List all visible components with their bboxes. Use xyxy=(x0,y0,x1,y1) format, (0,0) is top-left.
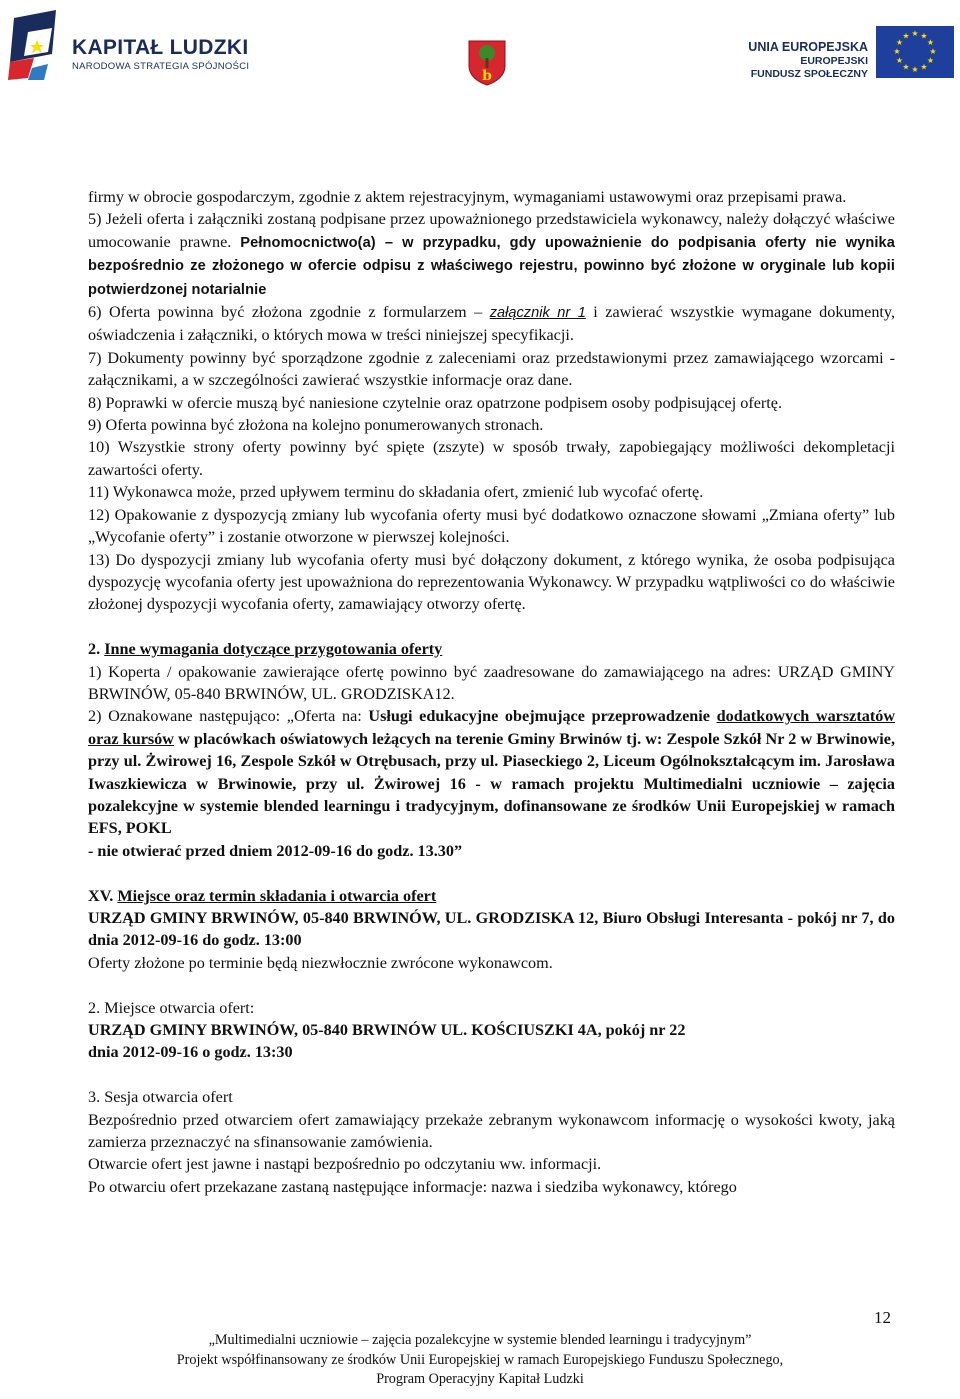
section-2-paragraph-1: 1) Koperta / opakowanie zawierające ofertę powinno być zaadresowane do zamawiającego na adres: URZĄD GMINY BRWINÓW, 05-840 BRWINÓW, UL. GRODZISKA12. xyxy=(88,662,895,703)
section-2-heading xyxy=(88,638,895,660)
paragraph-10: 10) Wszystkie strony oferty powinny być spięte (zszyte) w sposób trwały, zapobiegający możliwości dekompletacji zawartości oferty. xyxy=(88,438,895,479)
logo-left-subtitle: NARODOWA STRATEGIA SPÓJNOŚCI xyxy=(72,61,250,72)
svg-text:★: ★ xyxy=(911,65,919,74)
paragraph-13: 13) Do dyspozycji zmiany lub wycofania oferty musi być dołączony dokument, z którego wynika, że osoba podpisująca dyspozycję wycofania oferty jest upoważniona do reprezentowania Wykonawcy. W przypadku wątpliwości co do właściwie złożonej dyspozycji wycofania oferty, zamawiający otworzy ofertę. xyxy=(88,550,895,614)
svg-text:b: b xyxy=(482,68,492,84)
document-body xyxy=(88,186,895,1198)
section-2-p2-d: - nie otwierać przed dniem 2012-09-16 do godz. 13.30” xyxy=(88,841,463,860)
paragraph-6-a: 6) Oferta powinna być złożona zgodnie z formularzem – xyxy=(88,303,490,322)
svg-text:★: ★ xyxy=(895,38,904,47)
footer-line-3: Program Operacyjny Kapitał Ludzki xyxy=(376,1371,584,1387)
opening-place-date: dnia 2012-09-16 o godz. 13:30 xyxy=(88,1043,293,1062)
svg-text:★: ★ xyxy=(926,56,935,65)
svg-text:★: ★ xyxy=(920,62,928,72)
section-2-paragraph-2 xyxy=(88,705,895,839)
svg-text:★: ★ xyxy=(902,62,910,72)
paragraph-5-text: 5) Jeżeli oferta i załączniki zostaną podpisane przez upoważnionego przedstawiciela wykonawcy, należy dołączyć właściwe umocowanie prawne. xyxy=(88,210,895,251)
paragraph-12: 12) Opakowanie z dyspozycją zmiany lub wycofania oferty musi być dodatkowo oznaczone słowami „Zmiana oferty” lub „Wycofanie oferty” i zostanie otworzone w pierwszej kolejności. xyxy=(88,505,895,547)
section-2-p2-underlined: dodatkowych warsztatów oraz kursów xyxy=(88,707,896,748)
municipal-crest-icon xyxy=(468,40,506,86)
eu-label-line2: EUROPEJSKI xyxy=(800,55,868,67)
section-2-number: 2. xyxy=(88,640,105,659)
section-xv-number: XV. xyxy=(88,886,118,905)
paragraph-11: 11) Wykonawca może, przed upływem terminu do składania ofert, zmienić lub wycofać ofertę. xyxy=(88,483,704,502)
attachment-1-link[interactable]: załącznik nr 1 xyxy=(489,305,586,322)
page-footer xyxy=(0,1331,960,1390)
eu-label xyxy=(748,40,868,81)
paragraph-6 xyxy=(88,301,895,347)
opening-session-p2: Otwarcie ofert jest jawne i nastąpi bezpośrednio po odczytaniu ww. informacji. xyxy=(88,1155,602,1174)
svg-text:★: ★ xyxy=(895,56,904,65)
opening-session-p1: Bezpośrednio przed otwarciem ofert zamawiający przekaże zebranym wykonawcom informację o wysokości kwoty, jaką zamierza przeznaczyć na sfinansowanie zamówienia. xyxy=(88,1110,895,1151)
section-xv-late-offers: Oferty złożone po terminie będą niezwłocznie zwrócone wykonawcom. xyxy=(88,953,553,972)
eu-flag-icon xyxy=(876,26,954,78)
footer-line-1: „Multimedialni uczniowie – zajęcia pozalekcyjne w systemie blended learningu i tradycyjnym” xyxy=(208,1332,752,1348)
logo-left-title: KAPITAŁ LUDZKI xyxy=(72,36,249,59)
paragraph-4-end: firmy w obrocie gospodarczym, zgodnie z aktem rejestracyjnym, wymaganiami ustawowymi oraz przepisami prawa. xyxy=(88,188,847,206)
section-2-p2-c: w placówkach oświatowych leżących na terenie Gminy Brwinów tj. w: Zespole Szkół Nr 2 w Brwinowie, przy ul. Żwirowej 16, Zespole Szkół w Otrębusach, przy ul. Piaseckiego 2, Liceum Ogólnokształcącym im. Jarosława Iwaszkiewicza w Brwinowie, przy ul. Żwirowej 16 - w ramach projektu Multimedialni uczniowie – zajęcia pozalekcyjne w systemie blended learningu i tradycyjnym, dofinansowane ze środków Unii Europejskiej w ramach EFS, POKL xyxy=(88,729,895,838)
paragraph-8: 8) Poprawki w ofercie muszą być naniesione czytelnie oraz opatrzone podpisem osoby podpisującej ofertę. xyxy=(88,393,783,412)
svg-text:★: ★ xyxy=(926,38,935,47)
eu-label-line1: UNIA EUROPEJSKA xyxy=(748,40,868,54)
section-xv-address: URZĄD GMINY BRWINÓW, 05-840 BRWINÓW, UL. GRODZISKA 12, Biuro Obsługi Interesanta - pokój nr 7, do dnia 2012-09-16 do godz. 13:00 xyxy=(88,908,895,950)
page-header xyxy=(0,0,960,95)
svg-text:★: ★ xyxy=(911,29,919,38)
paragraph-6-b: i zawierać wszystkie wymagane dokumenty, oświadczenia i załączniki, o których mowa w treści niniejszej specyfikacji. xyxy=(88,303,895,345)
svg-text:★: ★ xyxy=(893,47,901,56)
paragraph-9: 9) Oferta powinna być złożona na kolejno ponumerowanych stronach. xyxy=(88,416,544,435)
section-2-p2-b: Usługi edukacyjne obejmujące przeprowadzenie xyxy=(368,707,717,726)
opening-place-address: URZĄD GMINY BRWINÓW, 05-840 BRWINÓW UL. KOŚCIUSZKI 4A, pokój nr 22 xyxy=(88,1020,686,1039)
section-xv-title: Miejsce oraz termin składania i otwarcia ofert xyxy=(117,886,437,905)
opening-session-p3: Po otwarciu ofert przekazane zastaną następujące informacje: nazwa i siedziba wykonawcy, którego xyxy=(88,1177,737,1196)
section-2-title: Inne wymagania dotyczące przygotowania oferty xyxy=(104,640,443,659)
eu-label-line3: FUNDUSZ SPOŁECZNY xyxy=(750,68,868,80)
section-2-p2-a: 2) Oznakowane następująco: „Oferta na: xyxy=(88,707,369,726)
paragraph-7: 7) Dokumenty powinny być sporządzone zgodnie z zaleceniami oraz przedstawionymi przez zamawiającego wzorcami - załącznikami, a w szczególności zawierać wszystkie informacje oraz dane. xyxy=(88,348,895,390)
paragraph-5-bold: Pełnomocnictwo(a) – w przypadku, gdy upoważnienie do podpisania oferty nie wynika bezpośrednio ze złożonego w ofercie odpisu z właściwego rejestru, powinno być złożone w oryginale lub kopii potwierdzonej notarialnie xyxy=(88,234,895,298)
footer-line-2: Projekt współfinansowany ze środków Unii Europejskiej w ramach Europejskiego Funduszu Społecznego, xyxy=(176,1351,784,1368)
svg-text:★: ★ xyxy=(902,31,910,41)
paragraph-5 xyxy=(88,208,895,301)
opening-place-title: 2. Miejsce otwarcia ofert: xyxy=(88,998,255,1017)
svg-text:★: ★ xyxy=(929,47,937,56)
page-number: 12 xyxy=(874,1308,891,1327)
section-xv-heading xyxy=(88,885,895,907)
opening-session-title: 3. Sesja otwarcia ofert xyxy=(88,1088,233,1107)
svg-text:★: ★ xyxy=(920,31,928,41)
